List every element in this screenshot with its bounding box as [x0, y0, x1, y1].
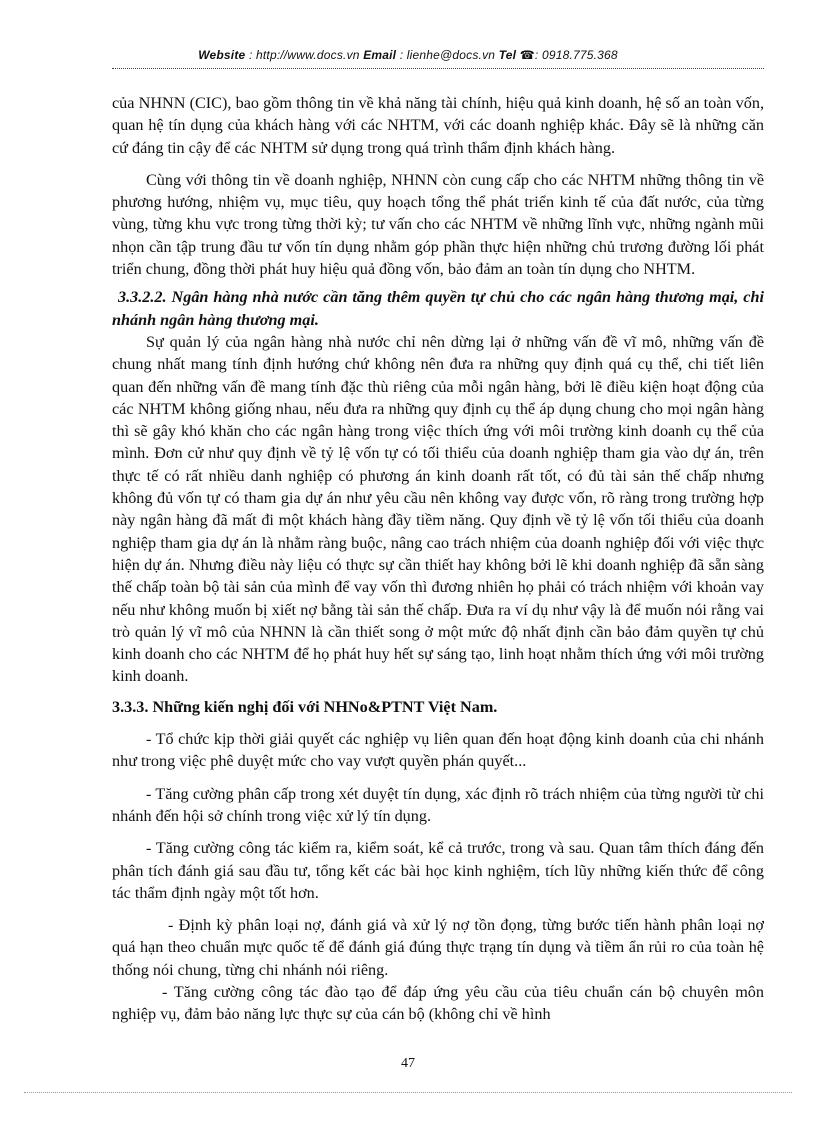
paragraph-cic: của NHNN (CIC), bao gồm thông tin về khả năng tài chính, hiệu quả kinh doanh, hệ số an toàn vốn, quan hệ tín dụng của khách hàng với các NHTM, với các doanh nghiệp khác. Đây sẽ là những căn cứ đáng tin cậy để các NHTM sử dụng trong quá trình thẩm định khách hàng.	[112, 94, 764, 157]
website-value: : http://www.docs.vn	[245, 48, 364, 62]
paragraph-business-info: Cùng với thông tin về doanh nghiệp, NHNN còn cung cấp cho các NHTM những thông tin về phương hướng, nhiệm vụ, mục tiêu, quy hoạch tổng thể phát triển kinh tế của đất nước, của từng vùng, từng khu vực trong từng thời kỳ; tư vấn cho các NHTM về những lĩnh vực, những ngành mũi nhọn cần tập trung đầu tư vốn tín dụng nhằm góp phần thực hiện những chủ trương đường lối phát triển chung, đồng thời phát huy hiệu quả đồng vốn, bảo đảm an toàn tín dụng cho NHTM.	[112, 170, 764, 279]
email-label: Email	[363, 48, 397, 62]
section-heading-3-3-3: 3.3.3. Những kiến nghị đối với NHNo&PTNT Việt Nam.	[112, 697, 498, 716]
recommendation-item-5: - Tăng cường công tác đào tạo để đáp ứng yêu cầu của tiêu chuẩn cán bộ chuyên môn nghiệp vụ, đảm bảo năng lực thực sự của cán bộ (không chỉ về hình	[112, 982, 764, 1024]
section-heading-3-3-2-2: 3.3.2.2. Ngân hàng nhà nước cần tăng thêm quyền tự chủ cho các ngân hàng thương mại, chi nhánh ngân hàng thương mại.	[112, 288, 764, 329]
recommendation-item-4: - Định kỳ phân loại nợ, đánh giá và xử lý nợ tồn đọng, từng bước tiến hành phân loại nợ quá hạn theo chuẩn mực quốc tế để đánh giá đúng thực trạng tín dụng và tiềm ẩn rủi ro của toàn hệ thống nói chung, từng chi nhánh nói riêng.	[112, 916, 764, 979]
page-header	[0, 48, 816, 62]
footer-divider	[24, 1092, 792, 1093]
email-value: : lienhe@docs.vn	[396, 48, 499, 62]
tel-label: Tel	[498, 48, 517, 62]
tel-value: : 0918.775.368	[534, 48, 618, 62]
paragraph-state-bank-management: Sự quản lý của ngân hàng nhà nước chỉ nên dừng lại ở những vấn đề vĩ mô, những vấn đề chung nhất mang tính định hướng chứ không nên đưa ra những quy định quá cụ thể, chi tiết liên quan đến những vấn đề mang tính đặc thù riêng của mỗi ngân hàng, bởi lẽ điều kiện hoạt động của các NHTM không giống nhau, nếu đưa ra những quy định cụ thể áp dụng chung cho mọi ngân hàng thì sẽ gây khó khăn cho các ngân hàng trong việc thích ứng với môi trường kinh doanh cụ thể của mình. Đơn cử như quy định về tỷ lệ vốn tự có tối thiểu của doanh nghiệp tham gia vào dự án, trên thực tế có rất nhiều danh nghiệp có phương án kinh doanh rất tốt, có đủ tài sản thế chấp nhưng không đủ vốn tự có tham gia dự án như yêu cầu nên không vay được vốn, rõ ràng trong trường hợp này ngân hàng đã mất đi một khách hàng đầy tiềm năng. Quy định về tỷ lệ vốn tối thiểu của doanh nghiệp tham gia dự án là nhằm ràng buộc, nâng cao trách nhiệm của doanh nghiệp đối với việc thực hiện dự án. Nhưng điều này liệu có thực sự cần thiết hay không bởi lẽ khi doanh nghiệp đã sẵn sàng thế chấp toàn bộ tài sản của mình để vay vốn thì đương nhiên họ phải có trách nhiệm với khoản vay nếu như không muốn bị xiết nợ bằng tài sản thế chấp. Đưa ra ví dụ như vậy là để muốn nói rằng vai trò quản lý vĩ mô của NHNN là cần thiết song ở một mức độ nhất định cần bảo đảm quyền tự chủ kinh doanh cho các NHTM để họ phát huy hết sự sáng tạo, linh hoạt nhằm thích ứng với môi trường kinh doanh.	[112, 332, 764, 686]
document-body	[112, 92, 764, 1026]
phone-icon: ☎	[519, 48, 535, 62]
recommendation-item-1: - Tổ chức kịp thời giải quyết các nghiệp vụ liên quan đến hoạt động kinh doanh của chi nhánh như trong việc phê duyệt mức cho vay vượt quyền phán quyết...	[112, 730, 764, 771]
page-number: 47	[401, 1056, 415, 1071]
recommendation-item-3: - Tăng cường công tác kiểm ra, kiểm soát, kể cả trước, trong và sau. Quan tâm thích đáng đến phân tích đánh giá sau đầu tư, tổng kết các bài học kinh nghiệm, tích lũy những kiến thức để công tác thẩm định ngày một tốt hơn.	[112, 839, 764, 902]
website-label: Website	[198, 48, 246, 62]
header-divider	[112, 68, 764, 69]
recommendation-item-2: - Tăng cường phân cấp trong xét duyệt tín dụng, xác định rõ trách nhiệm của từng người từ chi nhánh đến hội sở chính trong việc xử lý tín dụng.	[112, 784, 764, 825]
